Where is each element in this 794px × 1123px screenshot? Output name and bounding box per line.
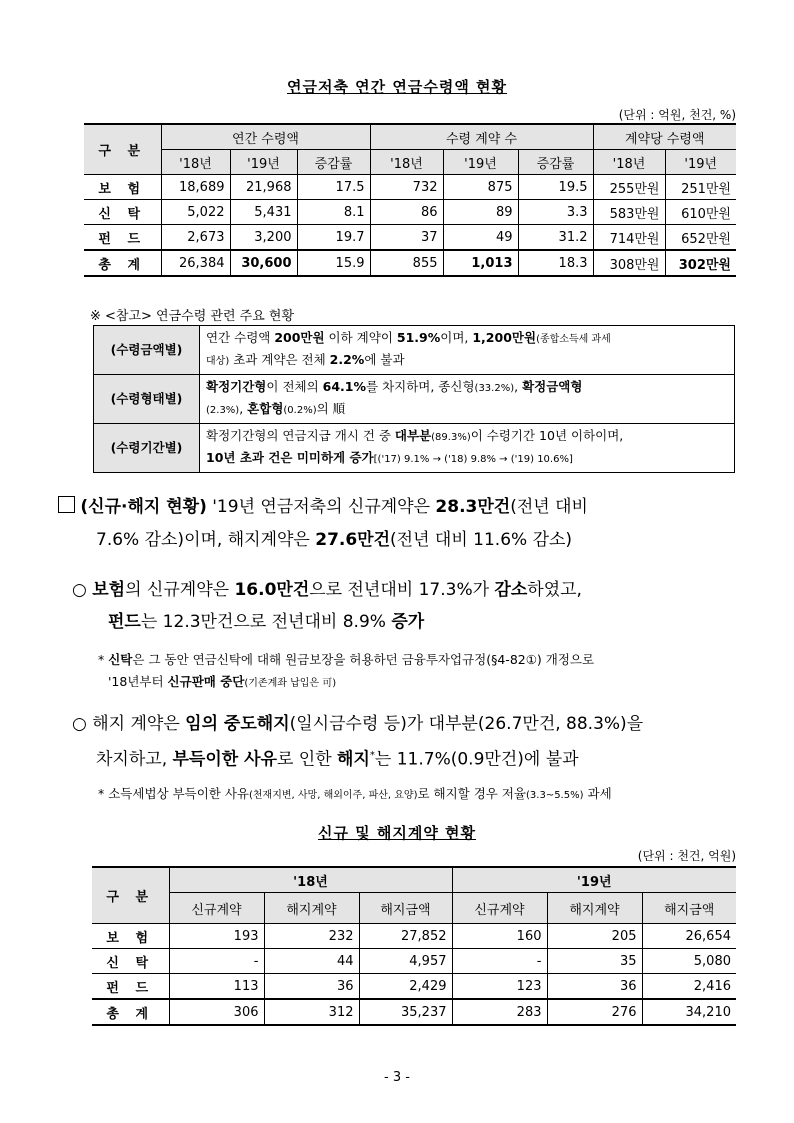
text: 확정금액형 xyxy=(522,379,583,394)
cell: 255만원 xyxy=(593,175,665,200)
row-label: 총 계 xyxy=(84,250,161,276)
table2-unit: (단위 : 천건, 억원) xyxy=(637,849,736,863)
text: 감소 xyxy=(494,580,528,600)
subheader: 신규계약 xyxy=(452,893,547,924)
subheader: 신규계약 xyxy=(169,893,264,924)
text: 16.0만건 xyxy=(234,580,310,600)
ref-text-period xyxy=(200,424,735,473)
ref-label-period: (수령기간별) xyxy=(94,424,200,473)
cell: 26,654 xyxy=(642,924,736,949)
text: 혼합형 xyxy=(247,401,284,416)
text: (기존계좌 납입은 可) xyxy=(244,678,337,689)
cell: 276 xyxy=(547,999,642,1025)
cell: 3.3 xyxy=(518,200,593,225)
cell: 26,384 xyxy=(161,250,230,276)
cell: 30,600 xyxy=(230,250,297,276)
text: 대부분 xyxy=(394,428,432,443)
cell: - xyxy=(169,949,264,974)
text: 신탁 xyxy=(108,652,133,667)
text: 해지 계약은 xyxy=(92,714,186,734)
paragraph-termination-cont xyxy=(96,741,746,775)
cell: 251만원 xyxy=(665,175,736,200)
text: 신규판매 중단 xyxy=(167,674,245,689)
text: 는 11.7%(0.9만건)에 불과 xyxy=(374,749,579,770)
cell: 4,957 xyxy=(359,949,452,974)
cell: 2,673 xyxy=(161,225,230,251)
table1-title: 연금저축 연간 연금수령액 현황 xyxy=(286,78,508,96)
subheader: 해지계약 xyxy=(547,893,642,924)
header-contract-count: 수령 계약 수 xyxy=(370,124,593,150)
cell: 193 xyxy=(169,924,264,949)
text: , xyxy=(239,401,248,416)
text: 차지하고, xyxy=(96,749,173,770)
subheader: 증감률 xyxy=(518,150,593,175)
text: (신규·해지 현황) xyxy=(80,497,207,517)
text: 은 그 동안 연금신탁에 대해 원금보장을 허용하던 금융투자업규정(§4-82①) 개정으로 xyxy=(132,652,595,667)
paragraph-termination xyxy=(72,709,752,739)
text: 27.6만건 xyxy=(315,530,391,550)
reference-heading: ※ <참고> 연금수령 관련 주요 현황 xyxy=(90,309,295,324)
text: (천재지변, 사망, 해외이주, 파산, 요양) xyxy=(249,790,418,801)
text: 2.2% xyxy=(329,352,365,367)
page-number: - 3 - xyxy=(384,1070,410,1085)
cell: 18,689 xyxy=(161,175,230,200)
subheader: 해지금액 xyxy=(359,893,452,924)
text: 하였고, xyxy=(527,580,582,600)
text: 이 수령기간 10년 이하이며, xyxy=(470,428,624,443)
header-gubun: 구 분 xyxy=(84,124,161,175)
footnote-tax xyxy=(98,783,748,807)
cell: 875 xyxy=(443,175,518,200)
reference-table xyxy=(93,325,735,473)
cell: 610만원 xyxy=(665,200,736,225)
text: (89.3%) xyxy=(431,432,471,443)
cell: 8.1 xyxy=(297,200,370,225)
row-label: 보 험 xyxy=(84,175,161,200)
text: 1,200만원 xyxy=(472,330,537,345)
table1-unit: (단위 : 억원, 천건, %) xyxy=(618,108,736,122)
ref-text-amount xyxy=(200,326,735,375)
cell: 35 xyxy=(547,949,642,974)
text: (전년 대비 xyxy=(510,497,588,517)
cell: 17.5 xyxy=(297,175,370,200)
text: 확정기간형 xyxy=(206,379,267,394)
cell: 19.7 xyxy=(297,225,370,251)
text: 10년 초과 건은 미미하게 증가 xyxy=(206,450,374,465)
text: * xyxy=(98,652,109,667)
text: 로 해지할 경우 저율 xyxy=(417,786,527,801)
text: , xyxy=(514,379,523,394)
header-annual-amount: 연간 수령액 xyxy=(161,124,370,150)
text: 연간 수령액 xyxy=(206,330,275,345)
cell: 27,852 xyxy=(359,924,452,949)
text: 임의 중도해지 xyxy=(185,714,290,734)
header-year-18: '18년 xyxy=(169,867,452,893)
subheader: '18년 xyxy=(593,150,665,175)
cell: 21,968 xyxy=(230,175,297,200)
cell: 714만원 xyxy=(593,225,665,251)
table2-title: 신규 및 해지계약 현황 xyxy=(317,824,477,842)
text: 로 인한 xyxy=(276,749,338,770)
footnote-trust xyxy=(98,649,748,695)
subheader: 해지금액 xyxy=(642,893,736,924)
cell: 5,431 xyxy=(230,200,297,225)
text: (전년 대비 11.6% 감소) xyxy=(390,530,573,550)
cell: 34,210 xyxy=(642,999,736,1025)
cell: 15.9 xyxy=(297,250,370,276)
table-row xyxy=(92,924,736,949)
cell: 232 xyxy=(264,924,359,949)
cell: 1,013 xyxy=(443,250,518,276)
table-row xyxy=(84,175,736,200)
text: 이하 계약이 xyxy=(324,330,397,345)
cell: 583만원 xyxy=(593,200,665,225)
text: 의 順 xyxy=(316,401,346,416)
cell: 5,080 xyxy=(642,949,736,974)
cell: 5,022 xyxy=(161,200,230,225)
table-row xyxy=(92,949,736,974)
row-label: 펀 드 xyxy=(92,974,169,1000)
text: 확정기간형의 연금지급 개시 건 중 xyxy=(206,428,395,443)
text: (일시금수령 등)가 대부분(26.7만건, 88.3%)을 xyxy=(289,714,644,734)
row-label: 신 탁 xyxy=(84,200,161,225)
cell: 89 xyxy=(443,200,518,225)
header-per-contract: 계약당 수령액 xyxy=(593,124,736,150)
cell: - xyxy=(452,949,547,974)
cell: 2,429 xyxy=(359,974,452,1000)
cell: 31.2 xyxy=(518,225,593,251)
text: 64.1% xyxy=(322,379,367,394)
cell: 113 xyxy=(169,974,264,1000)
text: 28.3만건 xyxy=(435,497,511,517)
text: 대상) xyxy=(206,356,230,367)
text: 200만원 xyxy=(274,330,325,345)
cell: 49 xyxy=(443,225,518,251)
table-row-total xyxy=(92,999,736,1025)
subheader: '19년 xyxy=(230,150,297,175)
footnote-mark: * xyxy=(369,750,375,761)
subheader: 증감률 xyxy=(297,150,370,175)
subheader: '19년 xyxy=(443,150,518,175)
cell: 37 xyxy=(370,225,443,251)
cell: 36 xyxy=(547,974,642,1000)
bullet-icon: ○ xyxy=(72,580,87,600)
cell: 160 xyxy=(452,924,547,949)
subheader: '19년 xyxy=(665,150,736,175)
row-label: 신 탁 xyxy=(92,949,169,974)
text: 해지 xyxy=(337,749,370,770)
text: '18년부터 xyxy=(108,674,168,689)
text: '19년 연금저축의 신규계약은 xyxy=(206,497,436,517)
text: * 소득세법상 부득이한 사유 xyxy=(98,786,249,801)
table-row xyxy=(92,974,736,1000)
cell: 855 xyxy=(370,250,443,276)
paragraph-insurance xyxy=(72,575,752,605)
text: 51.9% xyxy=(396,330,441,345)
cell: 306 xyxy=(169,999,264,1025)
cell: 18.3 xyxy=(518,250,593,276)
cell: 44 xyxy=(264,949,359,974)
table-row xyxy=(84,200,736,225)
subheader: '18년 xyxy=(161,150,230,175)
text: 증가 xyxy=(391,612,425,632)
text: 으로 전년대비 17.3%가 xyxy=(309,580,495,600)
paragraph-new-terminated xyxy=(58,492,748,522)
annual-pension-table xyxy=(84,123,736,277)
text: (종합소득세 과세 xyxy=(536,334,611,345)
text: (0.2%) xyxy=(283,405,317,416)
row-label: 보 험 xyxy=(92,924,169,949)
text: (33.2%) xyxy=(474,383,515,394)
paragraph-insurance-cont xyxy=(108,607,748,637)
header-year-19: '19년 xyxy=(452,867,736,893)
cell: 312 xyxy=(264,999,359,1025)
text: 7.6% 감소)이며, 해지계약은 xyxy=(96,530,316,550)
ref-text-type xyxy=(200,375,735,424)
text: 부득이한 사유 xyxy=(172,749,277,770)
text: 를 차지하며, 종신형 xyxy=(366,379,475,394)
text: [('17) 9.1% → ('18) 9.8% → ('19) 10.6%] xyxy=(373,454,573,465)
cell: 732 xyxy=(370,175,443,200)
cell: 19.5 xyxy=(518,175,593,200)
paragraph-new-terminated-cont xyxy=(96,525,746,555)
cell: 35,237 xyxy=(359,999,452,1025)
cell: 2,416 xyxy=(642,974,736,1000)
cell: 308만원 xyxy=(593,250,665,276)
subheader: 해지계약 xyxy=(264,893,359,924)
row-label: 총 계 xyxy=(92,999,169,1025)
text: 이 전체의 xyxy=(266,379,323,394)
new-terminated-table xyxy=(92,866,736,1026)
cell: 652만원 xyxy=(665,225,736,251)
cell: 123 xyxy=(452,974,547,1000)
cell: 205 xyxy=(547,924,642,949)
text: 는 12.3만건으로 전년대비 8.9% xyxy=(140,612,392,632)
ref-label-type: (수령형태별) xyxy=(94,375,200,424)
cell: 36 xyxy=(264,974,359,1000)
cell: 302만원 xyxy=(665,250,736,276)
cell: 86 xyxy=(370,200,443,225)
table-row-total xyxy=(84,250,736,276)
text: 펀드 xyxy=(108,612,141,632)
table-row xyxy=(84,225,736,251)
subheader: '18년 xyxy=(370,150,443,175)
ref-label-amount: (수령금액별) xyxy=(94,326,200,375)
text: 의 신규계약은 xyxy=(125,580,235,600)
text: 이며, xyxy=(440,330,473,345)
bullet-icon: ○ xyxy=(72,714,87,734)
text: 과세 xyxy=(583,786,612,801)
checkbox-square-icon xyxy=(58,496,75,513)
header-gubun: 구 분 xyxy=(92,867,169,924)
cell: 283 xyxy=(452,999,547,1025)
text: 에 불과 xyxy=(364,352,405,367)
text: (3.3~5.5%) xyxy=(526,790,584,801)
row-label: 펀 드 xyxy=(84,225,161,251)
text: 보험 xyxy=(92,580,126,600)
text: (2.3%) xyxy=(206,405,240,416)
cell: 3,200 xyxy=(230,225,297,251)
text: 초과 계약은 전체 xyxy=(229,352,330,367)
